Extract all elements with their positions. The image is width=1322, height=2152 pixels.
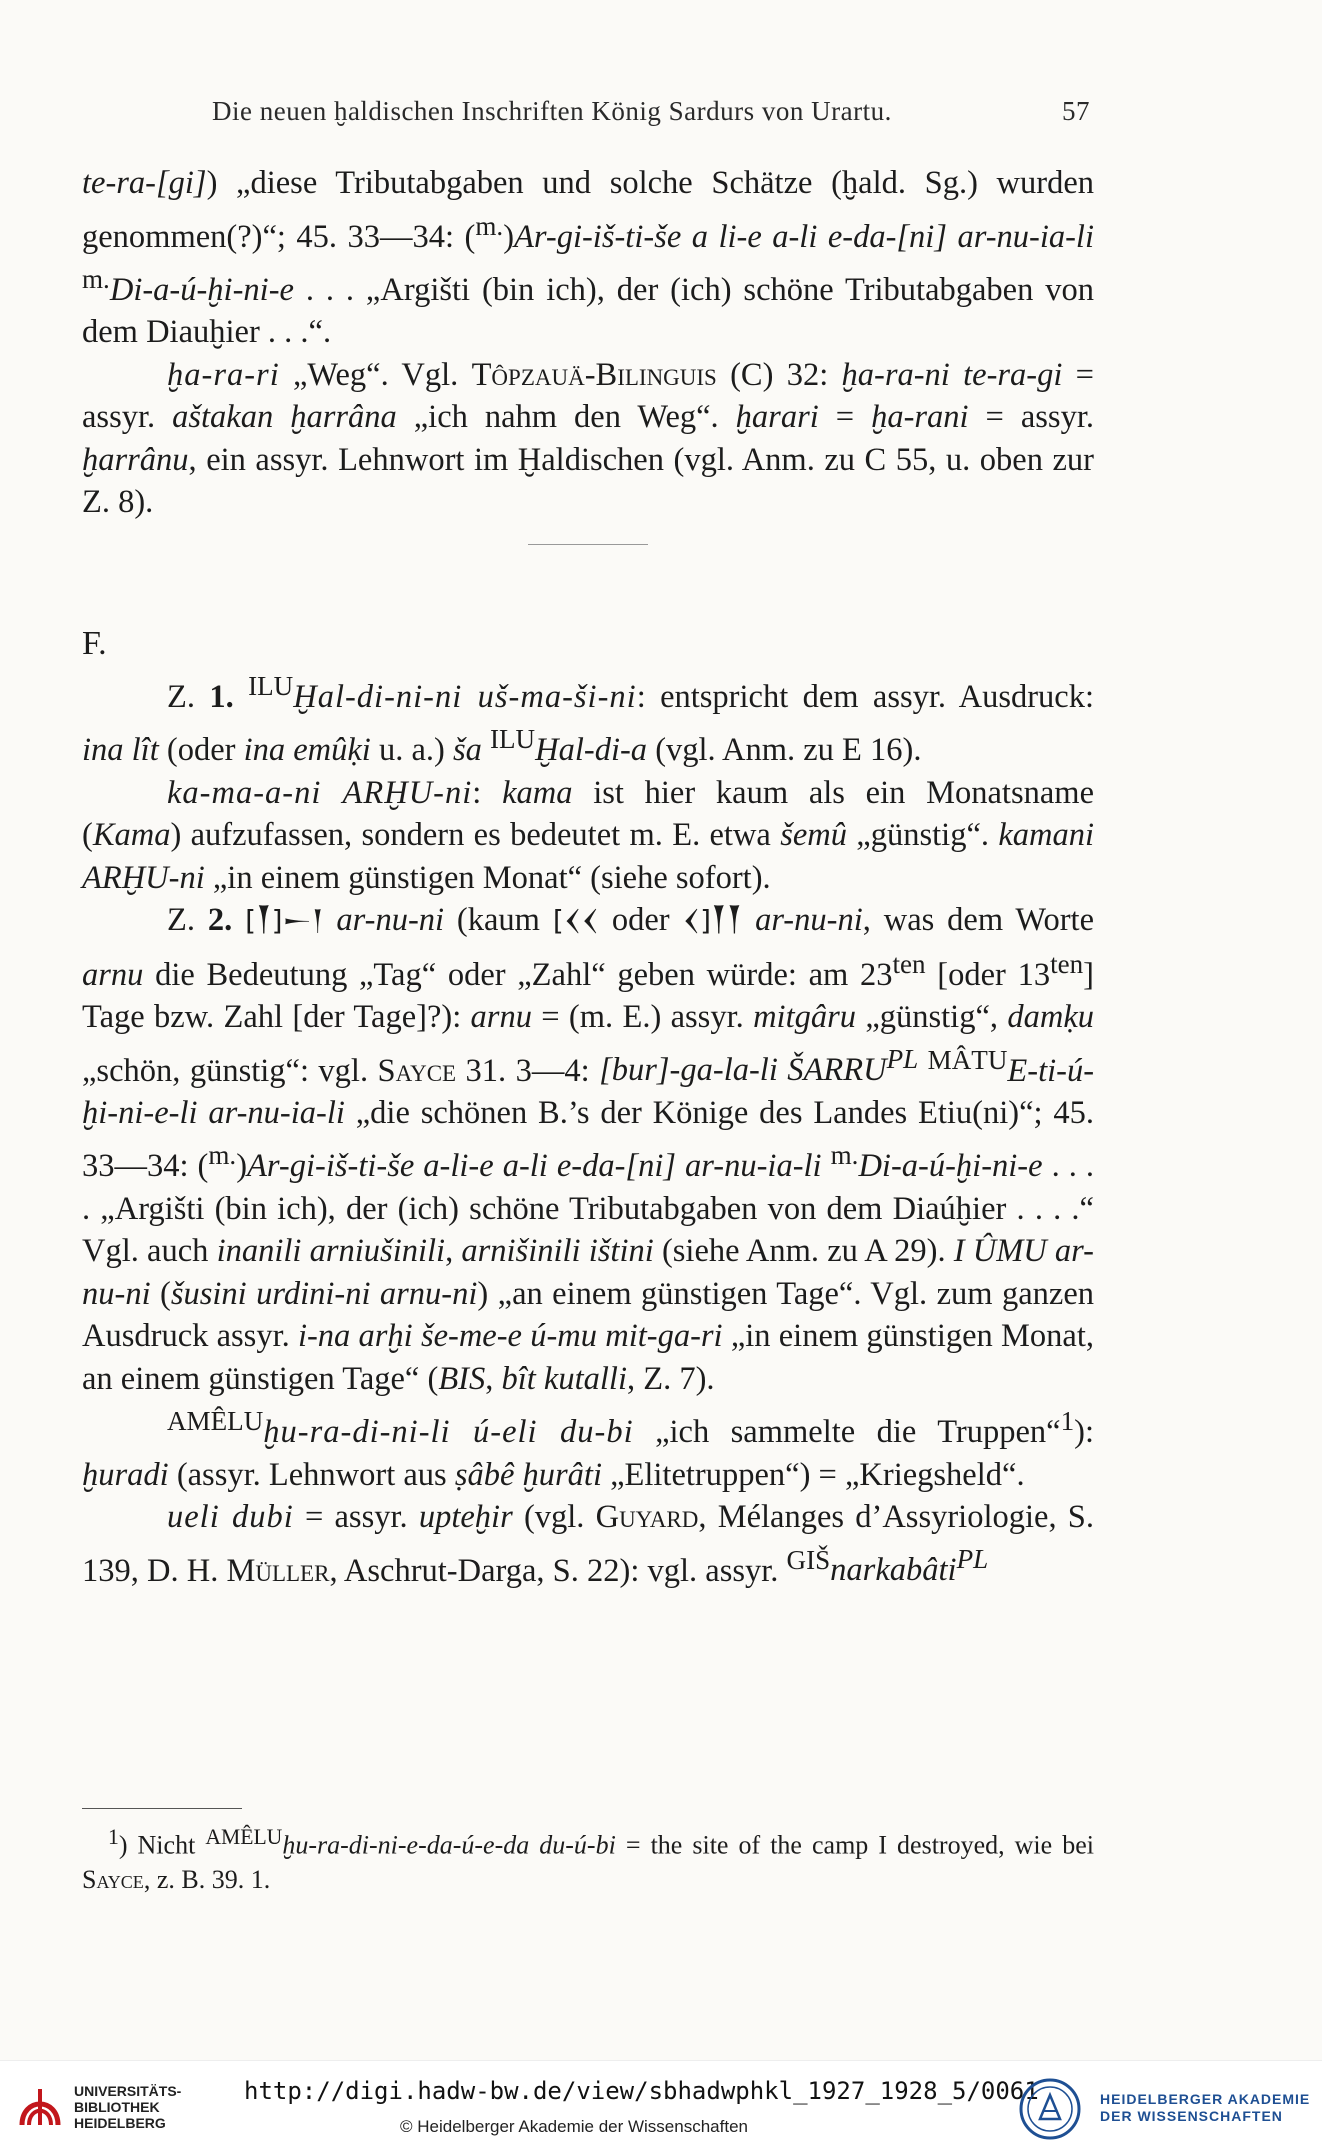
academy-seal-icon bbox=[1018, 2077, 1082, 2141]
digitization-footer bbox=[0, 2060, 1322, 2152]
university-library-logo-icon bbox=[12, 2079, 68, 2135]
body-text bbox=[82, 162, 1094, 1592]
library-name-line: BIBLIOTHEK bbox=[74, 2099, 160, 2115]
paragraph: ueli dubi = assyr. upteḫir (vgl. Guyard, Mélanges d’Assyriologie, S. 139, D. H. Müller, Aschrut-Darga, S. 22): vgl. assyr. $^{GIŠ}$narkabâti$^{PL}$ bbox=[82, 1499, 1094, 1589]
digital-copy-link[interactable]: http://digi.hadw-bw.de/view/sbhadwphkl_1927_1928_5/0061 bbox=[244, 2077, 1039, 2105]
paragraph: $^{AMÊLU}$ḫu-ra-di-ni-li ú-eli du-bi „ich sammelte die Truppen“$^1$): ḫuradi (assyr. Lehnwort aus ṣâbê ḫurâti „Elitetruppen“) = „Kriegsheld“. bbox=[82, 1406, 1094, 1493]
paragraph: ka-ma-a-ni ARḪU-ni: kama ist hier kaum als ein Monatsname (Kama) aufzufassen, sondern es bedeutet m. E. etwa šemû „günstig“. kamani ARḪU-ni „in einem günstigen Monat“ (siehe sofort). bbox=[82, 774, 1094, 896]
paragraph: ḫa-ra-ri „Weg“. Vgl. Tôpzauä-Bilinguis (C) 32: ḫa-ra-ni te-ra-gi = assyr. aštakan ḫarrâna „ich nahm den Weg“. ḫarari = ḫa-rani = assyr. ḫarrânu, ein assyr. Lehnwort im Ḫaldischen (vgl. Anm. zu C 55, u. oben zur Z. 8). bbox=[82, 356, 1094, 521]
paragraph: te-ra-[gi]) „diese Tributabgaben und solche Schätze (ḫald. Sg.) wurden genommen(?)“; 45. 33—34: ($^{m.}$)Ar-gi-iš-ti-še a li-e a-li e-da-[ni] ar-nu-ia-li $^{m.}$Di-a-ú-ḫi-ni-e . . . „Argišti (bin ich), der (ich) schöne Tributabgaben von dem Diauḫier . . .“. bbox=[82, 165, 1094, 351]
library-name bbox=[74, 2083, 181, 2131]
academy-name-line: DER WISSENSCHAFTEN bbox=[1100, 2108, 1283, 2124]
academy-name bbox=[1100, 2091, 1310, 2125]
academy-name-line: HEIDELBERGER AKADEMIE bbox=[1100, 2091, 1311, 2107]
running-header-title: Die neuen ḫaldischen Inschriften König Sardurs von Urartu. bbox=[212, 96, 892, 126]
library-name-line: HEIDELBERG bbox=[74, 2115, 166, 2131]
copyright-notice: © Heidelberger Akademie der Wissenschaften bbox=[400, 2117, 748, 2136]
footnote-rule bbox=[82, 1808, 242, 1809]
paragraph: Z. 1. $^{ILU}$Ḫal-di-ni-ni uš-ma-ši-ni: entspricht dem assyr. Ausdruck: ina lît (oder ina emûḳi u. a.) ša $^{ILU}$Ḫal-di-a (vgl. Anm. zu E 16). bbox=[82, 671, 1095, 769]
library-name-line: UNIVERSITÄTS- bbox=[74, 2083, 182, 2099]
section-divider bbox=[528, 544, 648, 623]
paragraph: Z. 2. [𒐕]𒀸𒁹 ar-nu-ni (kaum [𒌋𒌋 oder 𒌋]𒐕𒐕 ar-nu-ni, was dem Worte arnu die Bedeutung „Tag“ oder „Zahl“ geben würde: am $23^{ten}$ [oder $13^{ten}$] Tage bzw. Zahl [der Tage]?): arnu = (m. E.) assyr. mitgâru „günstig“, damḳu „schön, günstig“: vgl. Sayce 31. 3—4: [bur]-ga-la-li $ŠARRU^{PL}$ $^{MÂTU}$E-ti-ú-ḫi-ni-e-li ar-nu-ia-li „die schönen B.’s der Könige des Landes Etiu(ni)“; 45. 33—34: ($^{m.}$)Ar-gi-iš-ti-še a-li-e a-li e-da-[ni] ar-nu-ia-li $^{m.}$Di-a-ú-ḫi-ni-e . . . . „Argišti (bin ich), der (ich) schöne Tributabgaben von dem Diaúḫier . . . .“ Vgl. auch inanili arniušinili, arnišinili ištini (siehe Anm. zu A 29). I ÛMU ar-nu-ni (šusini urdini-ni arnu-ni) „an einem günstigen Tage“. Vgl. zum ganzen Ausdruck assyr. i-na arḫi še-me-e ú-mu mit-ga-ri „in einem günstigen Monat, an einem günstigen Tage“ (BIS, bît kutalli, Z. 7). bbox=[82, 902, 1095, 1397]
page-number: 57 bbox=[1062, 96, 1090, 126]
footnote-text: $^1$) Nicht $^{AMÊLU}$ḫu-ra-di-ni-e-da-ú-e-da du-ú-bi = the site of the camp I destroyed, wie bei Sayce, z. B. 39. 1. bbox=[82, 1825, 1095, 1894]
footnote bbox=[82, 1820, 1094, 1897]
section-heading: F. bbox=[82, 624, 107, 662]
